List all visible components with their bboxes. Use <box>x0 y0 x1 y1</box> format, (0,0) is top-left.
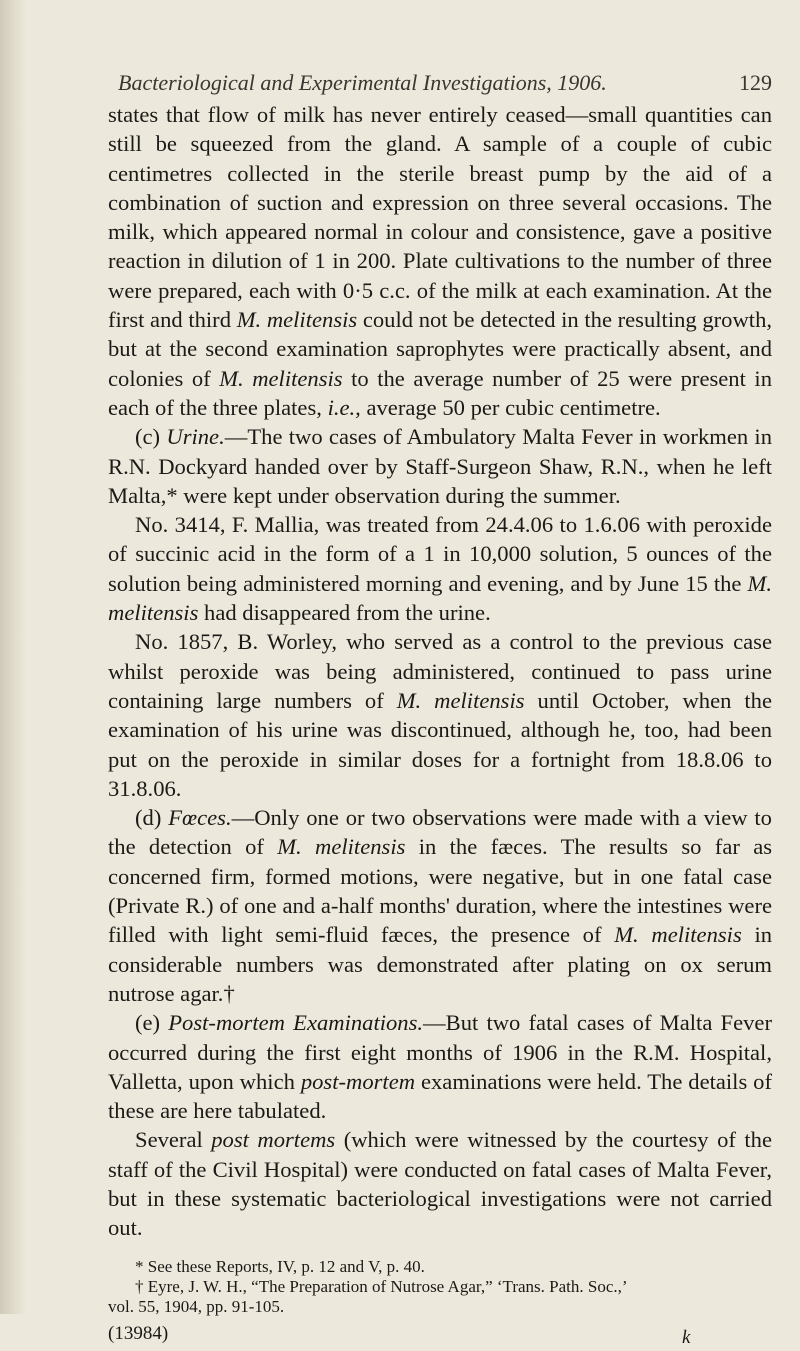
printer-signature <box>108 1321 772 1351</box>
section-heading: Urine. <box>166 424 225 450</box>
paragraph-urine: (c) Urine.—The two cases of Ambulatory Malta Fever in workmen in R.N. Dockyard handed over by Staff-Surgeon Shaw, R.N., when he left Malta,* were kept under observation during the summer. <box>108 424 773 508</box>
footnote-1: * See these Reports, IV, p. 12 and V, p. 40. <box>135 1256 425 1276</box>
paragraph-post-mortem: (e) Post-mortem Examinations.—But two fatal cases of Malta Fever occurred during the first eight months of 1906 in the R.M. Hospital, Valletta, upon which post-mortem examinations were held. The details of these are here tabulated. <box>108 1010 772 1124</box>
running-title: Bacteriological and Experimental Investigations, 1906. <box>118 70 607 95</box>
species-name: M. melitensis <box>219 365 343 391</box>
page-gutter-shadow <box>0 0 26 1314</box>
species-name: M. melitensis <box>108 570 772 626</box>
body-text <box>108 100 772 1243</box>
species-name: M. melitensis <box>236 307 358 333</box>
section-heading: Post-mortem Examinations. <box>168 1010 424 1036</box>
species-name: M. melitensis <box>614 922 742 948</box>
paragraph-milk: states that flow of milk has never entirely ceased—small quantities can still be squeezed from the gland. A sample of a couple of cubic centimetres collected in the sterile breast pump by the aid of a combination of suction and expression on three several occasions. The milk, which appeared normal in colour and consistence, gave a positive reaction in dilution of 1 in 200. Plate cultivations to the number of three were prepared, each with 0·5 c.c. of the milk at each examination. At the first and third M. melitensis could not be detected in the resulting growth, but at the second examination saprophytes were practically absent, and colonies of M. melitensis to the average number of 25 were present in each of the three plates, i.e., average 50 per cubic centimetre. <box>108 102 773 420</box>
book-page <box>108 60 772 1351</box>
page-number: 129 <box>739 70 772 95</box>
section-heading: Fœces. <box>168 805 232 831</box>
signature-letter: k <box>682 1326 691 1348</box>
species-name: M. melitensis <box>396 687 525 713</box>
paragraph-faeces: (d) Fœces.—Only one or two observations were made with a view to the detection of M. melitensis in the fæces. The results so far as concerned firm, formed motions, were negative, but in one fatal case (Private R.) of one and a-half months' duration, where the intestines were filled with light semi-fluid fæces, the presence of M. melitensis in considerable numbers was demonstrated after plating on ox serum nutrose agar.† <box>108 805 773 1006</box>
footnotes <box>108 1257 772 1317</box>
paragraph-case-3414: No. 3414, F. Mallia, was treated from 24.4.06 to 1.6.06 with peroxide of succinic acid in the form of a 1 in 10,000 solution, 5 ounces of the solution being administered morning and evening, and by June 15 the M. melitensis had disappeared from the urine. <box>108 512 772 626</box>
footnote-2: † Eyre, J. W. H., “The Preparation of Nutrose Agar,” ‘Trans. Path. Soc.,’ vol. 55, 1904, pp. 91-105. <box>108 1276 628 1316</box>
signature-code: (13984) <box>108 1322 169 1344</box>
paragraph-civil-hospital: Several post mortems (which were witnessed by the courtesy of the staff of the Civil Hospital) were conducted on fatal cases of Malta Fever, but in these systematic bacteriological investigations were not carried out. <box>108 1127 772 1241</box>
running-header <box>108 60 772 94</box>
paragraph-case-1857: No. 1857, B. Worley, who served as a control to the previous case whilst peroxide was being administered, continued to pass urine containing large numbers of M. melitensis until October, when the examination of his urine was discontinued, although he, too, had been put on the peroxide in similar doses for a fortnight from 18.8.06 to 31.8.06. <box>108 629 772 801</box>
species-name: M. melitensis <box>277 834 406 860</box>
